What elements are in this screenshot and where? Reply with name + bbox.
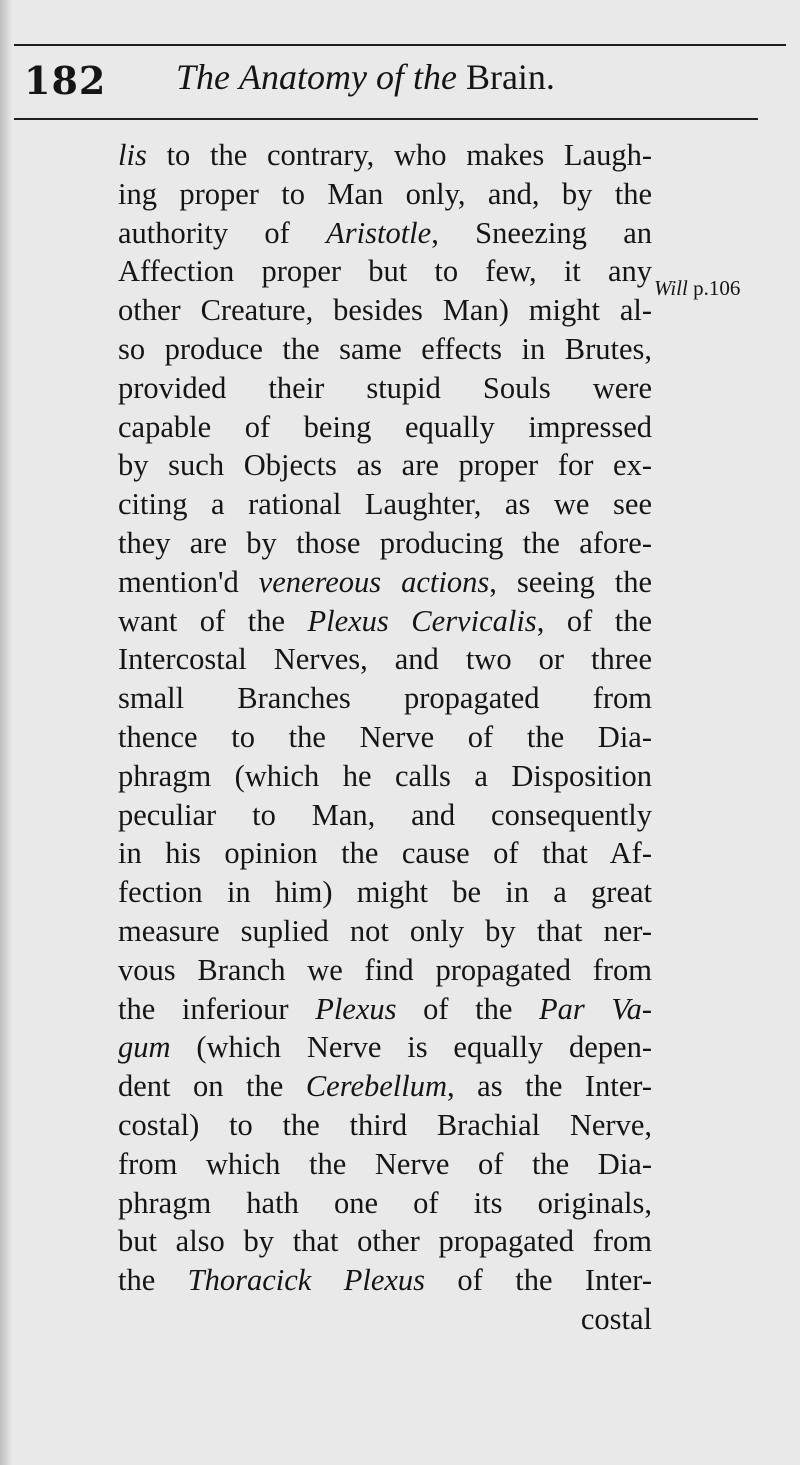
text-run: , Sneezing an: [431, 215, 652, 250]
text-line: [118, 602, 652, 641]
text-run: authority of: [118, 215, 327, 250]
text-line: so produce the same effects in Brutes,: [118, 331, 652, 366]
header-top-rule: [14, 44, 786, 46]
text-line: but also by that other propagated from: [118, 1224, 652, 1259]
text-line: measure suplied not only by that ner-: [118, 913, 652, 948]
text-line: [118, 214, 652, 253]
margin-note-page: p.106: [693, 276, 741, 300]
running-head-anatomy: Anatomy: [239, 57, 367, 97]
running-head-brain: Brain.: [465, 57, 555, 97]
text-line: [118, 1067, 652, 1106]
running-head-of-the: of the: [375, 57, 457, 97]
text-run: the inferiour: [118, 991, 316, 1026]
italic-word: Plexus Cervicalis: [307, 603, 537, 638]
header-bottom-rule: [14, 118, 758, 120]
italic-word: venereous actions: [258, 564, 490, 599]
text-line: costal) to the third Brachial Nerve,: [118, 1107, 652, 1142]
text-run: dent on the: [118, 1069, 306, 1104]
text-line: [118, 1261, 652, 1300]
text-run: , seeing the: [489, 564, 652, 599]
text-line: in his opinion the cause of that Af-: [118, 836, 652, 871]
text-line: provided their stupid Souls were: [118, 370, 652, 405]
italic-word: gum: [118, 1030, 171, 1065]
text-line: phragm (which he calls a Disposition: [118, 758, 652, 793]
text-line: [118, 990, 652, 1029]
text-line: they are by those producing the afore-: [118, 525, 652, 560]
text-line: Intercostal Nerves, and two or three: [118, 642, 652, 677]
margin-note: [654, 276, 740, 301]
text-run: of the Inter-: [425, 1263, 653, 1298]
text-line: [118, 563, 652, 602]
text-line: other Creature, besides Man) might al-: [118, 293, 652, 328]
text-line: capable of being equally impressed: [118, 409, 652, 444]
italic-word: Plexus: [315, 991, 397, 1026]
margin-note-name: Will: [654, 276, 688, 300]
text-run: want of the: [118, 603, 308, 638]
text-line: [118, 136, 652, 175]
text-line: citing a rational Laughter, as we see: [118, 487, 652, 522]
italic-word: Thoracick Plexus: [187, 1263, 426, 1298]
text-line: vous Branch we find propagated from: [118, 952, 652, 987]
page-number: 182: [24, 58, 107, 103]
italic-word: Par Va-: [538, 991, 652, 1026]
text-line: Affection proper but to few, it any: [118, 254, 652, 289]
text-line: [118, 1028, 652, 1067]
text-line: phragm hath one of its originals,: [118, 1185, 652, 1220]
italic-word: lis: [118, 138, 147, 172]
italic-word: Aristotle: [326, 215, 432, 250]
text-line: by such Objects as are proper for ex-: [118, 448, 652, 483]
text-run: of the: [396, 991, 539, 1026]
text-line: ing proper to Man only, and, by the: [118, 176, 652, 211]
text-line: from which the Nerve of the Dia-: [118, 1146, 652, 1181]
catchword: costal: [580, 1301, 652, 1336]
text-run: , as the Inter-: [447, 1069, 652, 1104]
running-head-the: The: [176, 57, 230, 97]
text-run: the: [118, 1263, 188, 1298]
text-run: to the contrary, who makes Laugh-: [146, 138, 652, 172]
text-line: peculiar to Man, and consequently: [118, 797, 652, 832]
text-line: small Branches propagated from: [118, 681, 652, 716]
body-text: [118, 136, 652, 1339]
running-head: [176, 56, 555, 98]
text-run: mention'd: [118, 564, 259, 599]
text-run: , of the: [536, 603, 653, 638]
page-gutter-shadow: [0, 0, 12, 1465]
text-line: thence to the Nerve of the Dia-: [118, 719, 652, 754]
text-line: fection in him) might be in a great: [118, 875, 652, 910]
text-run: (which Nerve is equally depen-: [170, 1030, 652, 1065]
italic-word: Cerebellum: [305, 1069, 448, 1104]
